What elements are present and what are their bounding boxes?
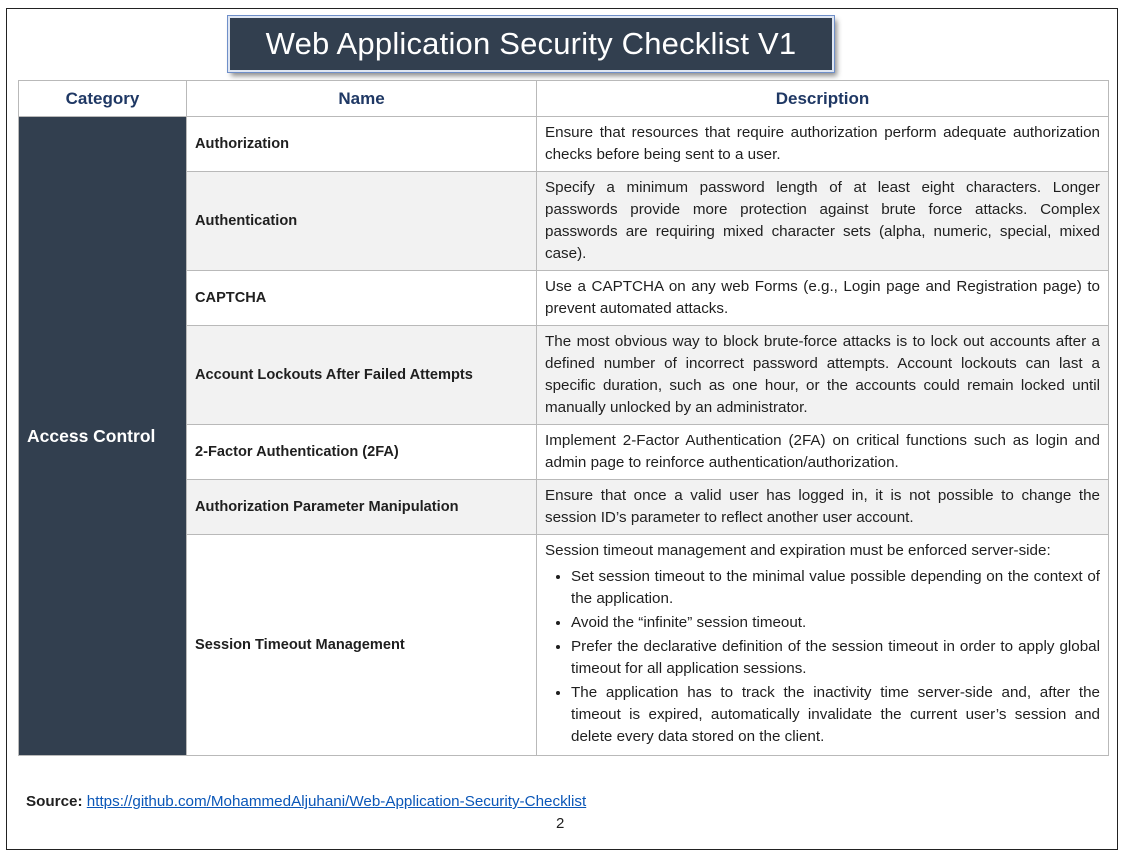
- row-name: CAPTCHA: [187, 271, 537, 326]
- list-item: • Prefer the declarative definition of the session timeout in order to apply global timeout for all application sessions.: [571, 636, 1100, 680]
- row-name: 2-Factor Authentication (2FA): [187, 425, 537, 480]
- row-description: Use a CAPTCHA on any web Forms (e.g., Login page and Registration page) to prevent automated attacks.: [537, 271, 1109, 326]
- row-name: Authorization Parameter Manipulation: [187, 480, 537, 535]
- row-description: The most obvious way to block brute-force attacks is to lock out accounts after a defined number of incorrect password attempts. Account lockouts can last a specific duration, such as one hour, or the accounts could remain locked until manually unlocked by an administrator.: [537, 326, 1109, 425]
- row-description: Implement 2-Factor Authentication (2FA) on critical functions such as login and admin page to reinforce authentication/authorization.: [537, 425, 1109, 480]
- page-title: Web Application Security Checklist V1: [228, 16, 834, 72]
- source-link[interactable]: https://github.com/MohammedAljuhani/Web-Application-Security-Checklist: [86, 793, 587, 810]
- header-description: Description: [537, 81, 1109, 117]
- row-name: Authorization: [187, 117, 537, 172]
- header-row: [19, 81, 1109, 117]
- source-line: [26, 793, 586, 810]
- row-description: Ensure that once a valid user has logged in, it is not possible to change the session ID’s parameter to reflect another user account.: [537, 480, 1109, 535]
- header-category: Category: [19, 81, 187, 117]
- list-item: • Avoid the “infinite” session timeout.: [571, 612, 1100, 634]
- row-description: Specify a minimum password length of at least eight characters. Longer passwords provide more protection against brute force attacks. Complex passwords are requiring mixed character sets (alpha, numeric, special, mixed case).: [537, 172, 1109, 271]
- list-item: • The application has to track the inactivity time server-side and, after the timeout is expired, automatically invalidate the current user’s session and delete every data stored on the client.: [571, 682, 1100, 748]
- table-row: [19, 117, 1109, 172]
- checklist-table: [18, 80, 1109, 756]
- session-intro: Session timeout management and expiration must be enforced server-side:: [545, 542, 1051, 559]
- row-description: Ensure that resources that require authorization perform adequate authorization checks before being sent to a user.: [537, 117, 1109, 172]
- row-name: Session Timeout Management: [187, 535, 537, 756]
- source-label: Source:: [26, 793, 83, 810]
- row-description: [537, 535, 1109, 756]
- page-number: 2: [556, 815, 565, 832]
- list-item: • Set session timeout to the minimal value possible depending on the context of the application.: [571, 566, 1100, 610]
- header-name: Name: [187, 81, 537, 117]
- session-bullet-list: [545, 566, 1100, 748]
- row-name: Account Lockouts After Failed Attempts: [187, 326, 537, 425]
- category-cell: Access Control: [19, 117, 187, 756]
- row-name: Authentication: [187, 172, 537, 271]
